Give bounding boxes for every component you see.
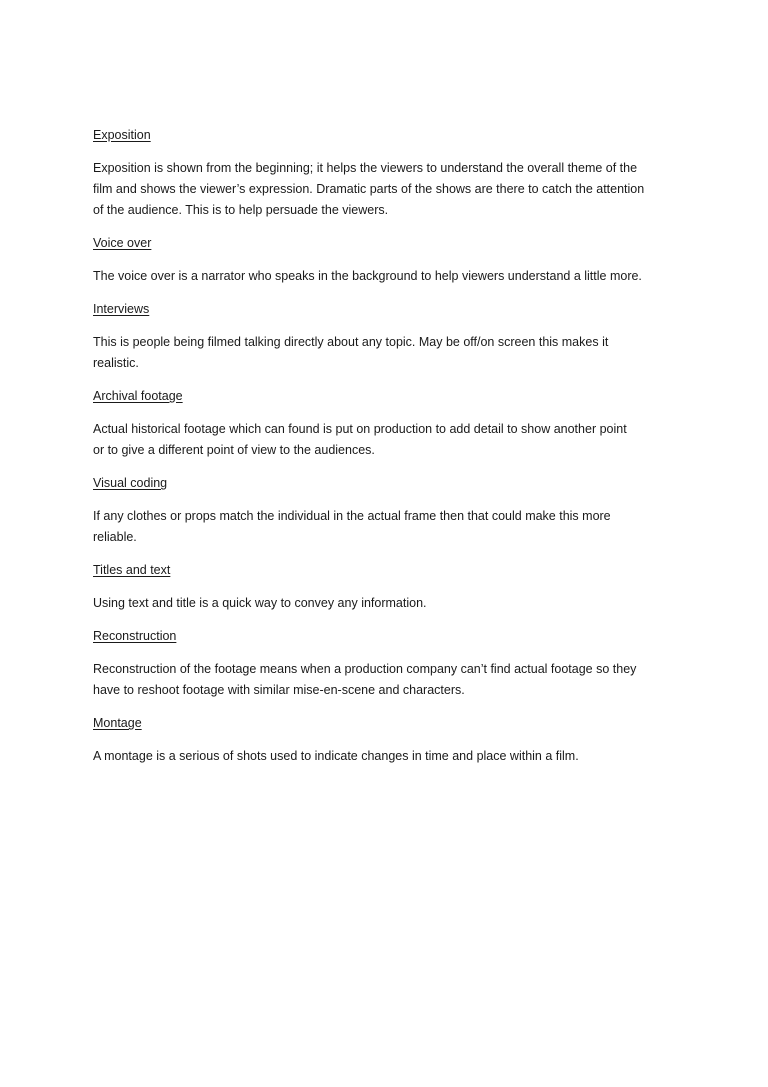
section-titles-and-text bbox=[93, 560, 683, 614]
section-text bbox=[93, 332, 683, 374]
section-reconstruction bbox=[93, 626, 683, 701]
text-line: or to give a different point of view to the audiences. bbox=[93, 443, 375, 457]
section-heading: Exposition bbox=[93, 128, 151, 142]
text-line: The voice over is a narrator who speaks in the background to help viewers understand a little more. bbox=[93, 269, 642, 283]
section-heading: Reconstruction bbox=[93, 629, 177, 643]
section-heading: Archival footage bbox=[93, 389, 183, 403]
section-text bbox=[93, 593, 683, 614]
text-line: film and shows the viewer’s expression. Dramatic parts of the shows are there to catch the attention bbox=[93, 182, 645, 196]
text-line: Exposition is shown from the beginning; it helps the viewers to understand the overall theme of the bbox=[93, 161, 638, 175]
section-text bbox=[93, 266, 683, 287]
text-line: Reconstruction of the footage means when a production company can’t find actual footage so they bbox=[93, 662, 637, 676]
section-text bbox=[93, 419, 683, 461]
text-line: of the audience. This is to help persuade the viewers. bbox=[93, 203, 389, 217]
section-heading: Interviews bbox=[93, 302, 150, 316]
section-exposition bbox=[93, 125, 683, 221]
section-text bbox=[93, 746, 683, 767]
section-text bbox=[93, 506, 683, 548]
section-voice-over bbox=[93, 233, 683, 287]
section-archival-footage bbox=[93, 386, 683, 461]
text-line: Using text and title is a quick way to convey any information. bbox=[93, 596, 427, 610]
text-line: have to reshoot footage with similar mise-en-scene and characters. bbox=[93, 683, 465, 697]
section-text bbox=[93, 158, 683, 221]
text-line: realistic. bbox=[93, 356, 139, 370]
section-text bbox=[93, 659, 683, 701]
text-line: If any clothes or props match the individual in the actual frame then that could make this more bbox=[93, 509, 611, 523]
text-line: reliable. bbox=[93, 530, 137, 544]
text-line: A montage is a serious of shots used to indicate changes in time and place within a film. bbox=[93, 749, 579, 763]
section-heading: Voice over bbox=[93, 236, 152, 250]
section-interviews bbox=[93, 299, 683, 374]
section-heading: Montage bbox=[93, 716, 142, 730]
text-line: This is people being filmed talking directly about any topic. May be off/on screen this makes it bbox=[93, 335, 609, 349]
section-montage bbox=[93, 713, 683, 767]
section-heading: Titles and text bbox=[93, 563, 171, 577]
section-visual-coding bbox=[93, 473, 683, 548]
document-body bbox=[93, 125, 683, 779]
text-line: Actual historical footage which can found is put on production to add detail to show another point bbox=[93, 422, 627, 436]
section-heading: Visual coding bbox=[93, 476, 168, 490]
